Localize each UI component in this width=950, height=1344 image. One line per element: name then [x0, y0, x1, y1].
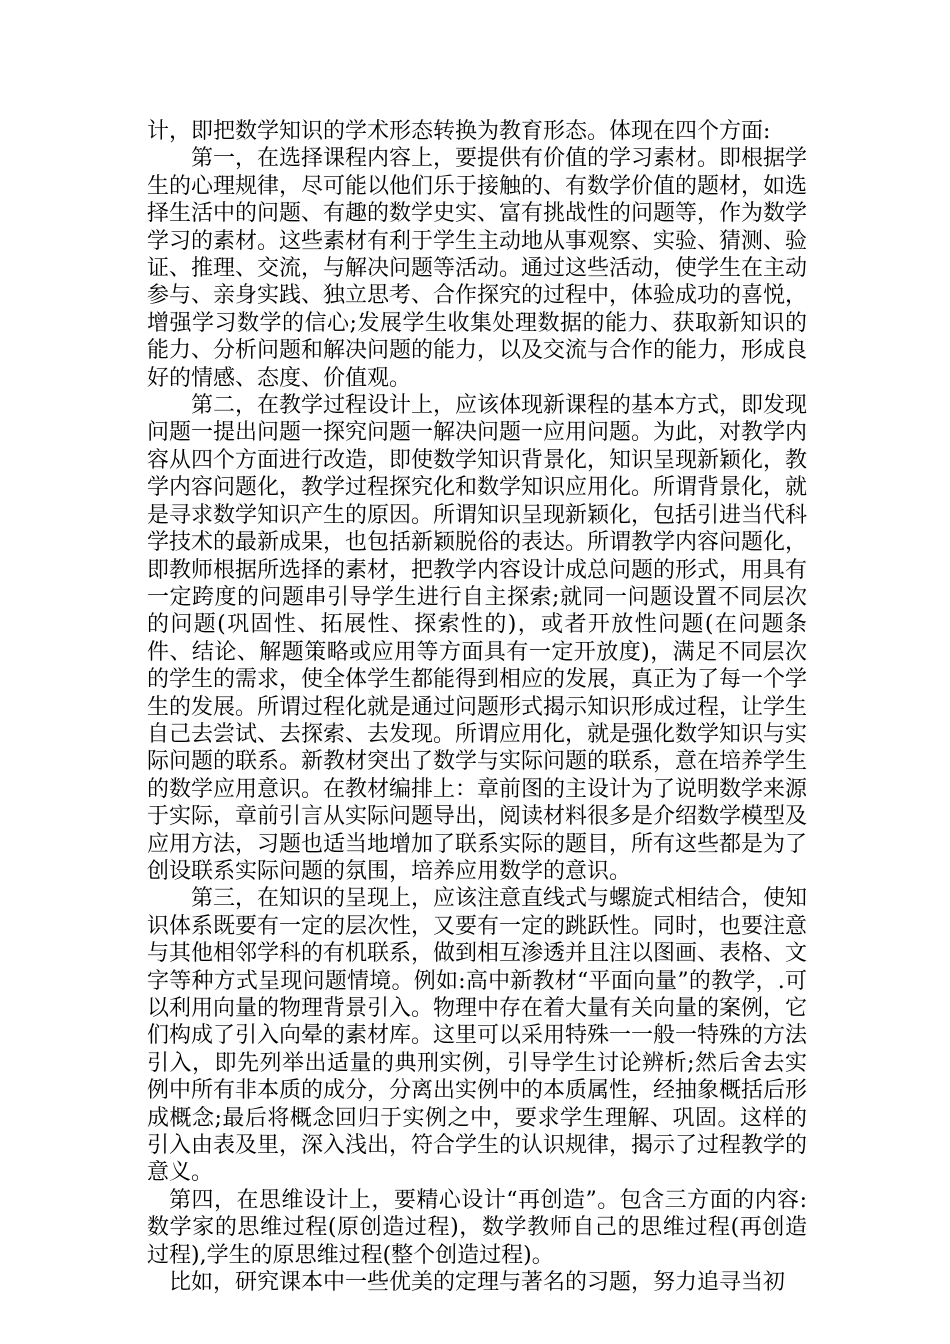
- paragraph-fourth: 第四，在思维设计上，要精心设计“再创造”。包含三方面的内容:数学家的思维过程(原创造过程)，数学教师自己的思维过程(再创造过程),学生的原思维过程(整个创造过程)。: [147, 1187, 807, 1268]
- document-body: [147, 118, 807, 1296]
- paragraph-third: 第三，在知识的呈现上，应该注意直线式与螺旋式相结合，使知识体系既要有一定的层次性，又要有一定的跳跃性。同时，也要注意与其他相邻学科的有机联系，做到相互渗透并且注以图画、表格、文字等种方式呈现问题情境。例如:高中新教材“平面向量”的教学，.可以利用向量的物理背景引入。物理中存在着大量有关向量的案例，它们构成了引入向晕的素材库。这里可以采用特殊一一般一特殊的方法引入，即先列举出适量的典刑实例，引导学生讨论辨析;然后舍去实例中所有非本质的成分，分离出实例中的本质属性，经抽象概括后形成概念;最后将概念回归于实例之中，要求学生理解、巩固。这样的引入由表及里，深入浅出，符合学生的认识规律，揭示了过程教学的意义。: [147, 886, 808, 1186]
- paragraph-first: 第一，在选择课程内容上，要提供有价值的学习素材。即根据学生的心理规律，尽可能以他们乐于接触的、有数学价值的题材，如选择生活中的问题、有趣的数学史实、富有挑战性的问题等，作为数学学习的素材。这些素材有利于学生主动地从事观察、实验、猜测、验证、推理、交流，与解决问题等活动。通过这些活动，使学生在主动参与、亲身实践、独立思考、合作探究的过程中，体验成功的喜悦，增强学习数学的信心;发展学生收集处理数据的能力、获取新知识的能力、分析问题和解决问题的能力，以及交流与合作的能力，形成良好的情感、态度、价值观。: [147, 146, 808, 391]
- paragraph-intro: 计，即把数学知识的学术形态转换为教育形态。体现在四个方面:: [147, 119, 771, 144]
- paragraph-second: 第二，在教学过程设计上，应该体现新课程的基本方式，即发现问题一提出问题一探究问题一解决问题一应用问题。为此，对教学内容从四个方面进行改造，即使数学知识背景化，知识呈现新颖化，教学内容问题化，教学过程探究化和数学知识应用化。所谓背景化，就是寻求数学知识产生的原因。所谓知识呈现新颖化，包括引进当代科学技术的最新成果，也包括新颖脱俗的表达。所谓教学内容问题化，即教师根据所选择的素材，把教学内容设计成总问题的形式，用具有一定跨度的问题串引导学生进行自主探索;就同一问题设置不同层次的问题(巩固性、拓展性、探索性的)，或者开放性问题(在问题条件、结论、解题策略或应用等方面具有一定开放度)，满足不同层次的学生的需求，使全体学生都能得到相应的发展，真正为了每一个学生的发展。所谓过程化就是通过问题形式揭示知识形成过程，让学生自己去尝试、去探索、去发现。所谓应用化，就是强化数学知识与实际问题的联系。新教材突出了数学与实际问题的联系，意在培养学生的数学应用意识。在教材编排上：章前图的主设计为了说明数学来源于实际，章前引言从实际问题导出，阅读材料很多是介绍数学模型及应用方法，习题也适当地增加了联系实际的题目，所有这些都是为了创设联系实际问题的氛围，培养应用数学的意识。: [147, 393, 808, 884]
- paragraph-example: 比如，研究课本中一些优美的定理与著名的习题，努力追寻当初: [169, 1270, 786, 1296]
